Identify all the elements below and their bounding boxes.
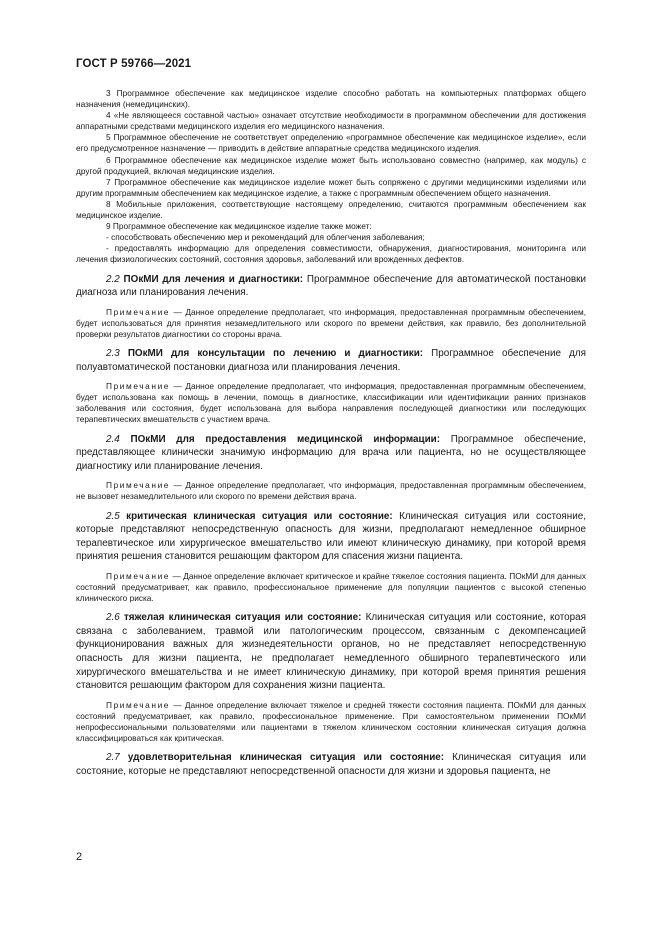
document-body — [76, 88, 586, 778]
remark-2-6 — [76, 700, 586, 744]
remark-label: Примечание — [106, 699, 171, 710]
note-7: 7 Программное обеспечение как медицинское изделие может быть сопряжено с другими медицинскими изделиями или другим программным обеспечением как медицинское изделие, а также с программным обеспечением общего назначения. — [76, 176, 586, 198]
note-9: 9 Программное обеспечение как медицинское изделие также может: — [106, 221, 372, 232]
definition-text: Программное обеспечение, представляющее клинически значимую информацию для врача или пациента, но не осуществляющее диагностику или планирование лечения. — [76, 433, 587, 472]
remark-2-5 — [76, 571, 586, 604]
definition-term: ПОкМИ для предоставления медицинской информации: — [130, 433, 440, 445]
remark-text: — Данное определение предполагает, что информация, предоставленная программным обеспечением, будет использована как помощь в лечении, помощь в диагностике, классификации или идентификации ранних признаков заболевания или состояния, будет использована для выбора направления последующей диагностики или последующих терапевтических вмешательств с участием врача. — [76, 381, 586, 425]
definition-number: 2.6 — [106, 612, 120, 624]
remark-label: Примечание — [106, 306, 171, 317]
definition-term: тяжелая клиническая ситуация или состояние: — [123, 612, 362, 624]
note-4: 4 «Не являющееся составной частью» означает отсутствие необходимости в программном обеспечении для достижения аппаратными средствами медицинского изделия его медицинского назначения. — [76, 110, 586, 132]
definition-2-7 — [76, 751, 586, 778]
definition-number: 2.4 — [106, 433, 120, 445]
remark-text: — Данное определение включает тяжелое и средней тяжести состояния пациента. ПОкМИ для данных состояний предусматривает, как правило, профессиональное применение. При самостоятельном применении ПОкМИ непрофессиональными пользователями или пациентами в тяжелом клиническом состоянии клиническая ситуация должна классифицироваться как критическая. — [76, 699, 586, 743]
document-header: ГОСТ Р 59766—2021 — [76, 58, 192, 70]
definition-text: Клиническая ситуация или состояние, которые не представляют непосредственной опасности для жизни и здоровья пациента, не — [76, 752, 586, 777]
remark-2-2 — [76, 307, 586, 340]
remark-text: — Данное определение предполагает, что информация, предоставленная программным обеспечением, не вызовет незамедлительного или скорого по времени действия врача. — [76, 480, 586, 502]
definition-number: 2.2 — [106, 273, 120, 285]
definition-2-2 — [76, 273, 586, 300]
definition-text: Клиническая ситуация или состояние, которая связана с заболеванием, травмой или патологическим процессом, связанным с декомпенсацией функционирования важных для жизнедеятельности органов, но не представляет непосредственную опасность для жизни пациента, не предполагает немедленного обширного терапевтического или хирургического вмешательства и не имеет клиническую динамику, при которой время принятия решения становится решающим фактором для сохранения жизни пациента. — [76, 612, 586, 692]
definition-2-6 — [76, 611, 586, 693]
remark-2-4 — [76, 480, 586, 502]
definition-number: 2.7 — [106, 752, 120, 764]
note-9-item-2: - предоставлять информацию для определения совместимости, обнаружения, диагностирования, мониторинга или лечения физиологических состояний, состояния здоровья, заболеваний или врожденных дефектов. — [76, 243, 586, 265]
note-6: 6 Программное обеспечение как медицинское изделие может быть использовано совместно (например, как модуль) с другой продукцией, включая медицинские изделия. — [76, 154, 586, 176]
remark-text: — Данное определение предполагает, что информация, предоставленная программным обеспечением, будет использоваться для принятия незамедлительного или скорого по времени действия, как правило, без дополнительной проверки результатов диагностики со стороны врача. — [76, 306, 586, 339]
remark-label: Примечание — [106, 480, 171, 491]
definition-term: критическая клиническая ситуация или состояние: — [126, 510, 393, 522]
definition-number: 2.3 — [106, 347, 120, 359]
remark-label: Примечание — [106, 570, 171, 581]
definition-term: ПОкМИ для консультации по лечению и диагностики: — [127, 347, 424, 359]
definition-2-5 — [76, 510, 586, 564]
definition-text: Программное обеспечение для автоматической постановки диагноза или планирования лечения. — [76, 273, 586, 299]
remark-2-3 — [76, 381, 586, 425]
remark-label: Примечание — [106, 381, 171, 392]
definition-text: Программное обеспечение для полуавтоматической постановки диагноза или планирования лечения. — [76, 347, 586, 373]
note-9-item-1: - способствовать обеспечению мер и рекомендаций для облегчения заболевания; — [106, 232, 425, 243]
definition-number: 2.5 — [106, 510, 120, 522]
definition-term: ПОкМИ для лечения и диагностики: — [123, 273, 304, 285]
note-3: 3 Программное обеспечение как медицинское изделие способно работать на компьютерных платформах общего назначения (немедицинских). — [76, 88, 586, 110]
definition-2-4 — [76, 433, 586, 474]
note-8: 8 Мобильные приложения, соответствующие настоящему определению, считаются программным обеспечением как медицинское изделие. — [76, 198, 586, 221]
definition-term: удовлетворительная клиническая ситуация или состояние: — [127, 752, 445, 764]
note-5: 5 Программное обеспечение не соответствует определению «программное обеспечение как медицинское изделие», если его предусмотренное назначение — приводить в действие аппаратные средства медицинского изделия. — [76, 132, 586, 154]
definition-2-3 — [76, 347, 586, 374]
remark-text: — Данное определение включает критическое и крайне тяжелое состояния пациента. ПОкМИ для данных состояний предусматривает, как правило, профессиональное применение для популяции пациентов с высокой степенью клинического риска. — [76, 570, 586, 604]
page-number: 2 — [76, 851, 83, 863]
definition-text: Клиническая ситуация или состояние, которые представляют непосредственную опасность для жизни, предполагают немедленное обширное терапевтическое или хирургическое вмешательство или имеют клиническую динамику, при которой время принятия решения становится решающим фактором для спасения жизни пациента. — [76, 510, 586, 563]
